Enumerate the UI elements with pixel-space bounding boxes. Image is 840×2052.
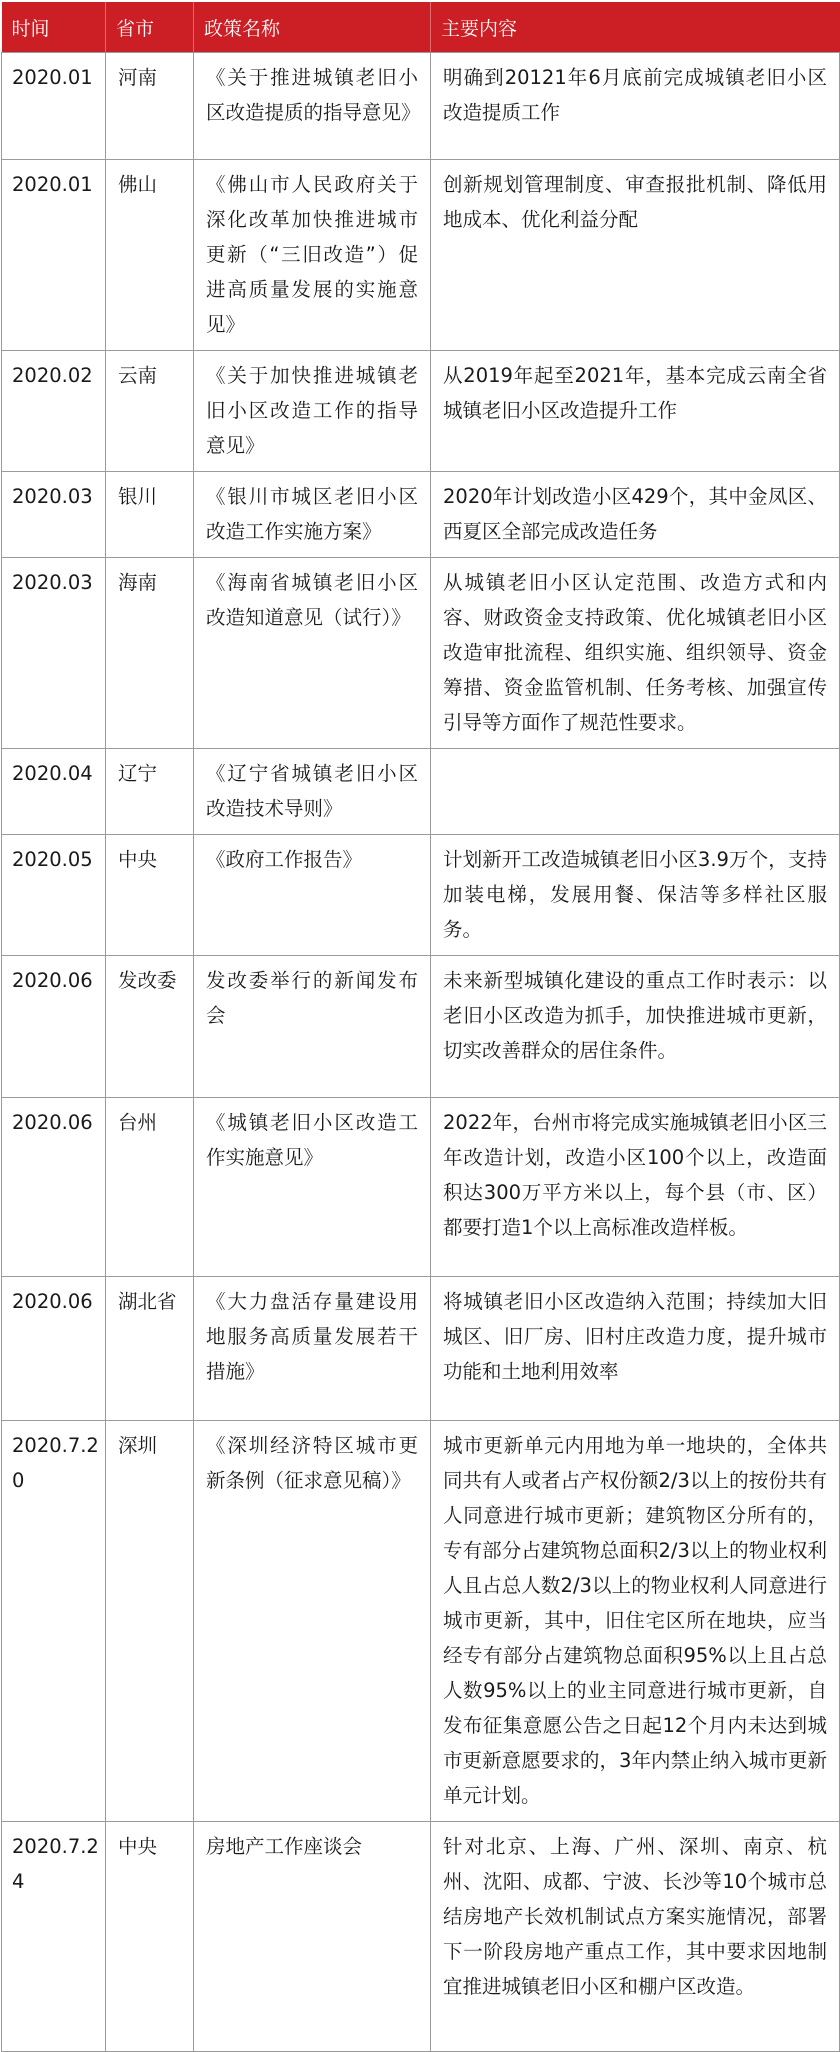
cell-province: 海南 <box>106 558 194 749</box>
cell-content <box>431 749 840 835</box>
cell-content: 从城镇老旧小区认定范围、改造方式和内容、财政资金支持政策、优化城镇老旧小区改造审批流程、组织实施、组织领导、资金筹措、资金监管机制、任务考核、加强宣传引导等方面作了规范性要求。 <box>431 558 840 749</box>
table-row <box>2 53 840 160</box>
table-row <box>2 1098 840 1277</box>
cell-province: 中央 <box>106 1822 194 2052</box>
cell-date: 2020.7.20 <box>2 1421 106 1822</box>
cell-policy: 《关于推进城镇老旧小区改造提质的指导意见》 <box>194 53 431 160</box>
cell-province: 云南 <box>106 351 194 472</box>
table-row <box>2 1277 840 1421</box>
cell-province: 深圳 <box>106 1421 194 1822</box>
cell-content: 未来新型城镇化建设的重点工作时表示：以老旧小区改造为抓手，加快推进城市更新，切实改善群众的居住条件。 <box>431 956 840 1098</box>
cell-province: 佛山 <box>106 160 194 351</box>
header-date: 时间 <box>2 2 106 53</box>
cell-date: 2020.01 <box>2 53 106 160</box>
cell-province: 辽宁 <box>106 749 194 835</box>
table-row <box>2 1421 840 1822</box>
table-row <box>2 160 840 351</box>
header-content: 主要内容 <box>431 2 840 53</box>
cell-province: 银川 <box>106 472 194 558</box>
cell-policy: 《辽宁省城镇老旧小区改造技术导则》 <box>194 749 431 835</box>
cell-date: 2020.06 <box>2 1098 106 1277</box>
cell-date: 2020.06 <box>2 956 106 1098</box>
cell-policy: 《深圳经济特区城市更新条例（征求意见稿）》 <box>194 1421 431 1822</box>
cell-date: 2020.01 <box>2 160 106 351</box>
cell-policy: 《佛山市人民政府关于深化改革加快推进城市更新（“三旧改造”）促进高质量发展的实施意见》 <box>194 160 431 351</box>
cell-date: 2020.03 <box>2 558 106 749</box>
cell-province: 发改委 <box>106 956 194 1098</box>
cell-province: 湖北省 <box>106 1277 194 1421</box>
policy-table <box>1 2 840 2052</box>
cell-date: 2020.02 <box>2 351 106 472</box>
cell-policy: 发改委举行的新闻发布会 <box>194 956 431 1098</box>
cell-date: 2020.06 <box>2 1277 106 1421</box>
cell-policy: 《关于加快推进城镇老旧小区改造工作的指导意见》 <box>194 351 431 472</box>
table-row <box>2 472 840 558</box>
header-province: 省市 <box>106 2 194 53</box>
cell-content: 2020年计划改造小区429个，其中金凤区、西夏区全部完成改造任务 <box>431 472 840 558</box>
table-row <box>2 749 840 835</box>
cell-policy: 《城镇老旧小区改造工作实施意见》 <box>194 1098 431 1277</box>
cell-content: 计划新开工改造城镇老旧小区3.9万个，支持加装电梯，发展用餐、保洁等多样社区服务。 <box>431 835 840 956</box>
table-header-row <box>2 2 840 53</box>
cell-policy: 《政府工作报告》 <box>194 835 431 956</box>
cell-policy: 《银川市城区老旧小区改造工作实施方案》 <box>194 472 431 558</box>
table-row <box>2 1822 840 2052</box>
cell-policy: 房地产工作座谈会 <box>194 1822 431 2052</box>
cell-content: 将城镇老旧小区改造纳入范围；持续加大旧城区、旧厂房、旧村庄改造力度，提升城市功能和土地利用效率 <box>431 1277 840 1421</box>
cell-date: 2020.05 <box>2 835 106 956</box>
cell-content: 城市更新单元内用地为单一地块的，全体共同共有人或者占产权份额2/3以上的按份共有人同意进行城市更新；建筑物区分所有的，专有部分占建筑物总面积2/3以上的物业权利人且占总人数2/3以上的物业权利人同意进行城市更新，其中，旧住宅区所在地块，应当经专有部分占建筑物总面积95%以上且占总人数95%以上的业主同意进行城市更新，自发布征集意愿公告之日起12个月内未达到城市更新意愿要求的，3年内禁止纳入城市更新单元计划。 <box>431 1421 840 1822</box>
table-row <box>2 351 840 472</box>
cell-province: 中央 <box>106 835 194 956</box>
cell-policy: 《海南省城镇老旧小区改造知道意见（试行）》 <box>194 558 431 749</box>
header-policy-name: 政策名称 <box>194 2 431 53</box>
cell-date: 2020.04 <box>2 749 106 835</box>
cell-content: 明确到20121年6月底前完成城镇老旧小区改造提质工作 <box>431 53 840 160</box>
cell-province: 河南 <box>106 53 194 160</box>
cell-content: 2022年，台州市将完成实施城镇老旧小区三年改造计划，改造小区100个以上，改造面积达300万平方米以上，每个县（市、区）都要打造1个以上高标准改造样板。 <box>431 1098 840 1277</box>
cell-policy: 《大力盘活存量建设用地服务高质量发展若干措施》 <box>194 1277 431 1421</box>
table-row <box>2 835 840 956</box>
cell-date: 2020.7.24 <box>2 1822 106 2052</box>
cell-province: 台州 <box>106 1098 194 1277</box>
table-row <box>2 558 840 749</box>
cell-content: 从2019年起至2021年，基本完成云南全省城镇老旧小区改造提升工作 <box>431 351 840 472</box>
cell-content: 针对北京、上海、广州、深圳、南京、杭州、沈阳、成都、宁波、长沙等10个城市总结房地产长效机制试点方案实施情况，部署下一阶段房地产重点工作，其中要求因地制宜推进城镇老旧小区和棚户区改造。 <box>431 1822 840 2052</box>
cell-content: 创新规划管理制度、审查报批机制、降低用地成本、优化利益分配 <box>431 160 840 351</box>
table-row <box>2 956 840 1098</box>
cell-date: 2020.03 <box>2 472 106 558</box>
